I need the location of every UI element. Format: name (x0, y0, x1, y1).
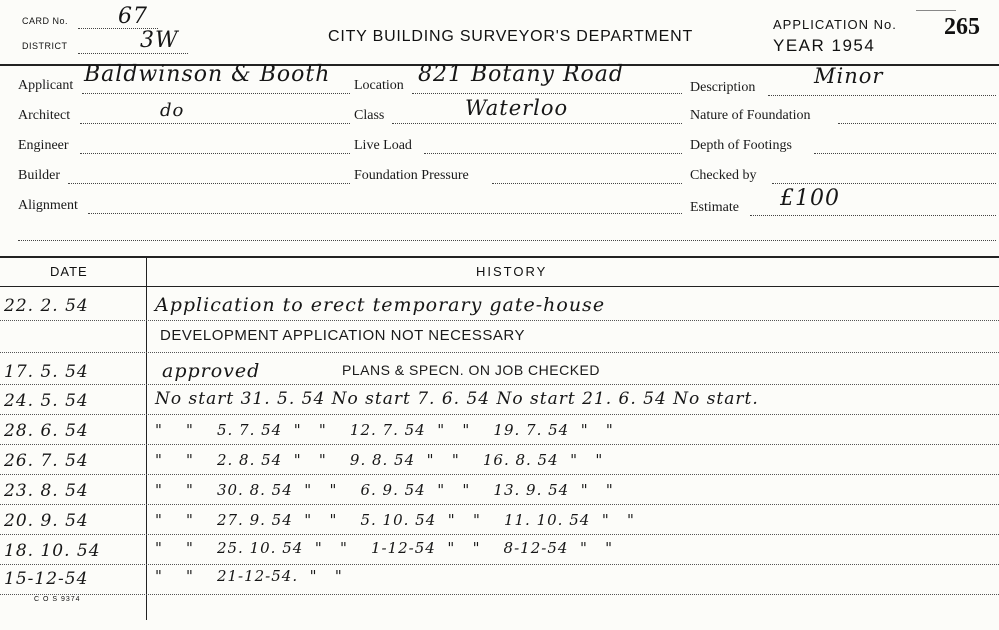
history-date: 18. 10. 54 (4, 541, 101, 561)
table-top-rule (0, 256, 999, 258)
history-row-line (0, 384, 999, 385)
district-value: 3W (140, 28, 179, 53)
date-header: DATE (50, 264, 88, 279)
plans-checked-stamp: PLANS & SPECN. ON JOB CHECKED (342, 362, 601, 378)
history-date: 20. 9. 54 (4, 511, 89, 531)
location-label: Location (354, 78, 404, 93)
history-row-line (0, 444, 999, 445)
history-header: HISTORY (476, 264, 548, 279)
history-entry: " " 25. 10. 54 " " 1-12-54 " " 8-12-54 " " (155, 539, 614, 557)
application-no-value: 265 (944, 14, 980, 40)
applicant-label: Applicant (18, 78, 74, 93)
history-date: 23. 8. 54 (4, 481, 89, 501)
history-date: 24. 5. 54 (4, 391, 89, 411)
checked-by-label: Checked by (690, 168, 757, 183)
history-row-line (0, 504, 999, 505)
district-label: DISTRICT (22, 41, 68, 51)
history-date: 26. 7. 54 (4, 451, 89, 471)
history-row-line (0, 414, 999, 415)
nature-of-foundation-line (838, 123, 996, 124)
history-entry: " " 21-12-54. " " (155, 567, 343, 585)
application-no-label: APPLICATION No. (773, 17, 897, 32)
card-no-label: CARD No. (22, 16, 69, 26)
class-label: Class (354, 108, 385, 123)
history-entry: " " 5. 7. 54 " " 12. 7. 54 " " 19. 7. 54 " " (155, 421, 614, 439)
history-entry: " " 27. 9. 54 " " 5. 10. 54 " " 11. 10. 54 " " (155, 511, 635, 529)
estimate-line (750, 215, 996, 216)
applicant-line (82, 93, 350, 94)
history-date: 28. 6. 54 (4, 421, 89, 441)
nature-of-foundation-label: Nature of Foundation (690, 108, 811, 123)
location-value: 821 Botany Road (418, 62, 624, 87)
engineer-line (80, 153, 350, 154)
history-row-line (0, 594, 999, 595)
architect-line (80, 123, 350, 124)
live-load-label: Live Load (354, 138, 412, 153)
depth-of-footings-label: Depth of Footings (690, 138, 792, 153)
engineer-label: Engineer (18, 138, 69, 153)
foundation-pressure-label: Foundation Pressure (354, 168, 469, 183)
builder-line (68, 183, 350, 184)
year-label: YEAR 1954 (773, 36, 876, 55)
date-column-divider (146, 258, 147, 620)
description-value: Minor (814, 64, 884, 88)
application-no-mark (916, 10, 956, 11)
blank-line (18, 240, 996, 241)
district-line (78, 53, 188, 54)
form-code: C O S 9374 (34, 596, 81, 603)
history-row-line (0, 564, 999, 565)
history-entry: No start 31. 5. 54 No start 7. 6. 54 No start 21. 6. 54 No start. (155, 389, 759, 409)
alignment-label: Alignment (18, 198, 78, 213)
history-row-line (0, 534, 999, 535)
depth-of-footings-line (814, 153, 996, 154)
description-label: Description (690, 80, 756, 95)
class-value: Waterloo (465, 96, 569, 120)
checked-by-line (772, 183, 996, 184)
architect-value: do (160, 100, 185, 121)
history-row-line (0, 352, 999, 353)
alignment-line (88, 213, 682, 214)
description-line (768, 95, 996, 96)
architect-label: Architect (18, 108, 71, 123)
development-stamp: DEVELOPMENT APPLICATION NOT NECESSARY (160, 327, 525, 344)
history-row-line (0, 474, 999, 475)
estimate-label: Estimate (690, 200, 739, 215)
builder-label: Builder (18, 168, 60, 183)
live-load-line (424, 153, 682, 154)
history-entry: Application to erect temporary gate-house (155, 294, 606, 316)
class-line (392, 123, 682, 124)
location-line (412, 93, 682, 94)
estimate-value: £100 (780, 186, 840, 211)
card-no-value: 67 (118, 4, 148, 29)
history-row-line (0, 320, 999, 321)
table-header-rule (0, 286, 999, 287)
history-date: 15-12-54 (4, 569, 89, 589)
history-entry: " " 30. 8. 54 " " 6. 9. 54 " " 13. 9. 54 " " (155, 481, 614, 499)
department-title: CITY BUILDING SURVEYOR'S DEPARTMENT (328, 28, 694, 45)
applicant-value: Baldwinson & Booth (84, 62, 331, 87)
history-entry: " " 2. 8. 54 " " 9. 8. 54 " " 16. 8. 54 " " (155, 451, 604, 469)
history-date: 22. 2. 54 (4, 296, 89, 316)
history-date: 17. 5. 54 (4, 362, 89, 382)
history-entry: approved (162, 360, 261, 382)
foundation-pressure-line (492, 183, 682, 184)
